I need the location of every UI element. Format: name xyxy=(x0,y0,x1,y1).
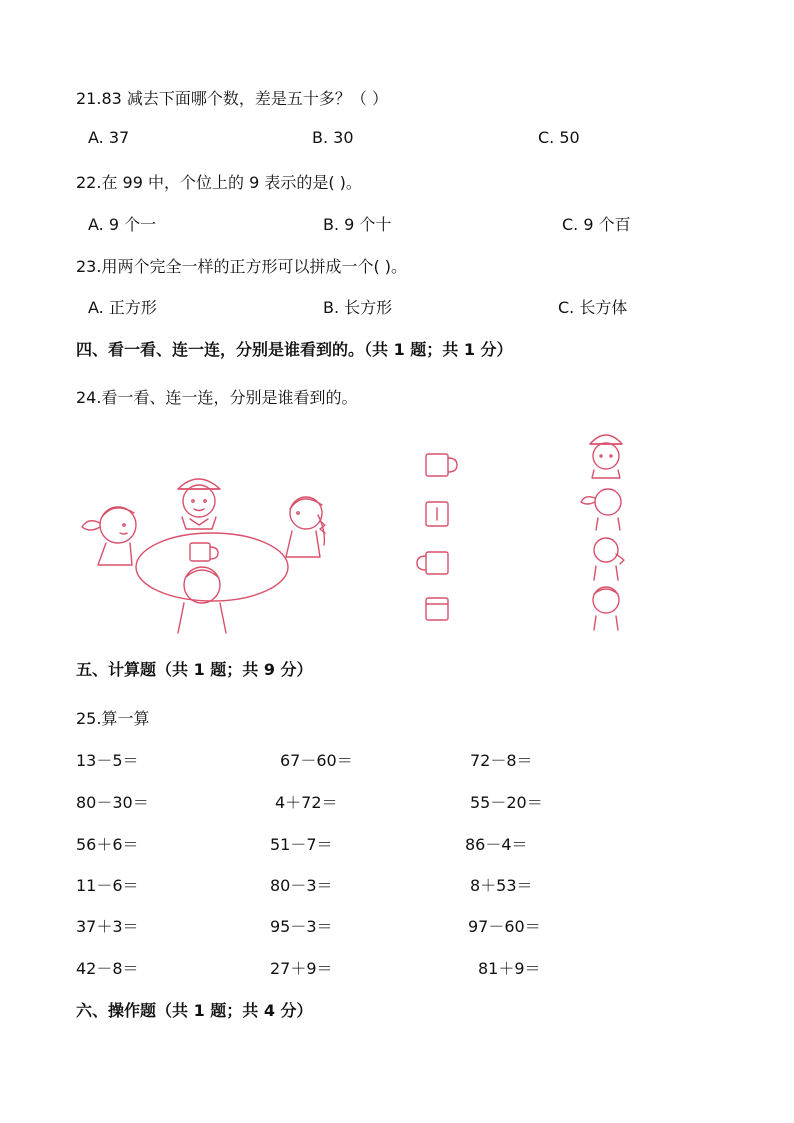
q23-option-c[interactable]: C. 长方体 xyxy=(558,298,628,317)
calc-item: 72－8＝ xyxy=(470,751,533,770)
question-23-stem: 23.用两个完全一样的正方形可以拼成一个( )。 xyxy=(76,257,408,276)
cup-view-handle-left xyxy=(417,552,448,574)
q22-option-a[interactable]: A. 9 个一 xyxy=(88,215,157,234)
calc-item: 51－7＝ xyxy=(270,835,333,854)
section-6-heading: 六、操作题（共 1 题；共 4 分） xyxy=(76,1001,313,1020)
calc-item: 81＋9＝ xyxy=(478,959,541,978)
calc-item: 67－60＝ xyxy=(280,751,353,770)
calc-item: 95－3＝ xyxy=(270,917,333,936)
left-girl-figure xyxy=(82,507,136,565)
q22-option-b[interactable]: B. 9 个十 xyxy=(323,215,392,234)
calc-item: 56＋6＝ xyxy=(76,835,139,854)
calc-item: 55－20＝ xyxy=(470,793,543,812)
calc-item: 80－30＝ xyxy=(76,793,149,812)
question-24-stem: 24.看一看、连一连，分别是谁看到的。 xyxy=(76,388,358,407)
cup-views-column xyxy=(412,446,462,626)
calc-item: 4＋72＝ xyxy=(275,793,338,812)
cup-on-table xyxy=(190,543,210,561)
section-5-heading: 五、计算题（共 1 题；共 9 分） xyxy=(76,660,313,679)
question-21-stem: 21.83 减去下面哪个数，差是五十多？（ ） xyxy=(76,89,388,108)
calc-item: 80－3＝ xyxy=(270,876,333,895)
cup-view-handle-front xyxy=(426,502,448,526)
calc-item: 97－60＝ xyxy=(468,917,541,936)
table-scene-illustration xyxy=(74,465,344,635)
top-boy-figure xyxy=(178,479,220,529)
head-girl-front xyxy=(581,489,621,530)
q21-option-a[interactable]: A. 37 xyxy=(88,128,130,147)
q21-option-c[interactable]: C. 50 xyxy=(538,128,580,147)
calc-item: 86－4＝ xyxy=(465,835,528,854)
back-view-boy-figure xyxy=(178,567,226,633)
question-25-stem: 25.算一算 xyxy=(76,709,150,728)
calc-item: 42－8＝ xyxy=(76,959,139,978)
calc-item: 27＋9＝ xyxy=(270,959,333,978)
section-4-heading: 四、看一看、连一连，分别是谁看到的。（共 1 题；共 1 分） xyxy=(76,340,513,359)
head-boy-cap xyxy=(590,435,622,478)
q22-option-c[interactable]: C. 9 个百 xyxy=(562,215,631,234)
q21-option-b[interactable]: B. 30 xyxy=(312,128,354,147)
calc-item: 37＋3＝ xyxy=(76,917,139,936)
q23-option-a[interactable]: A. 正方形 xyxy=(88,298,157,317)
cup-view-handle-right xyxy=(426,454,457,476)
head-child-back xyxy=(593,587,619,630)
head-girl-side xyxy=(594,538,624,580)
right-girl-figure xyxy=(286,497,325,557)
children-heads-column xyxy=(576,426,636,634)
calc-item: 13－5＝ xyxy=(76,751,139,770)
question-22-stem: 22.在 99 中，个位上的 9 表示的是( )。 xyxy=(76,173,362,192)
round-table xyxy=(136,533,288,601)
cup-view-no-handle xyxy=(426,598,448,620)
calc-item: 11－6＝ xyxy=(76,876,139,895)
q23-option-b[interactable]: B. 长方形 xyxy=(323,298,393,317)
calc-item: 8＋53＝ xyxy=(470,876,533,895)
